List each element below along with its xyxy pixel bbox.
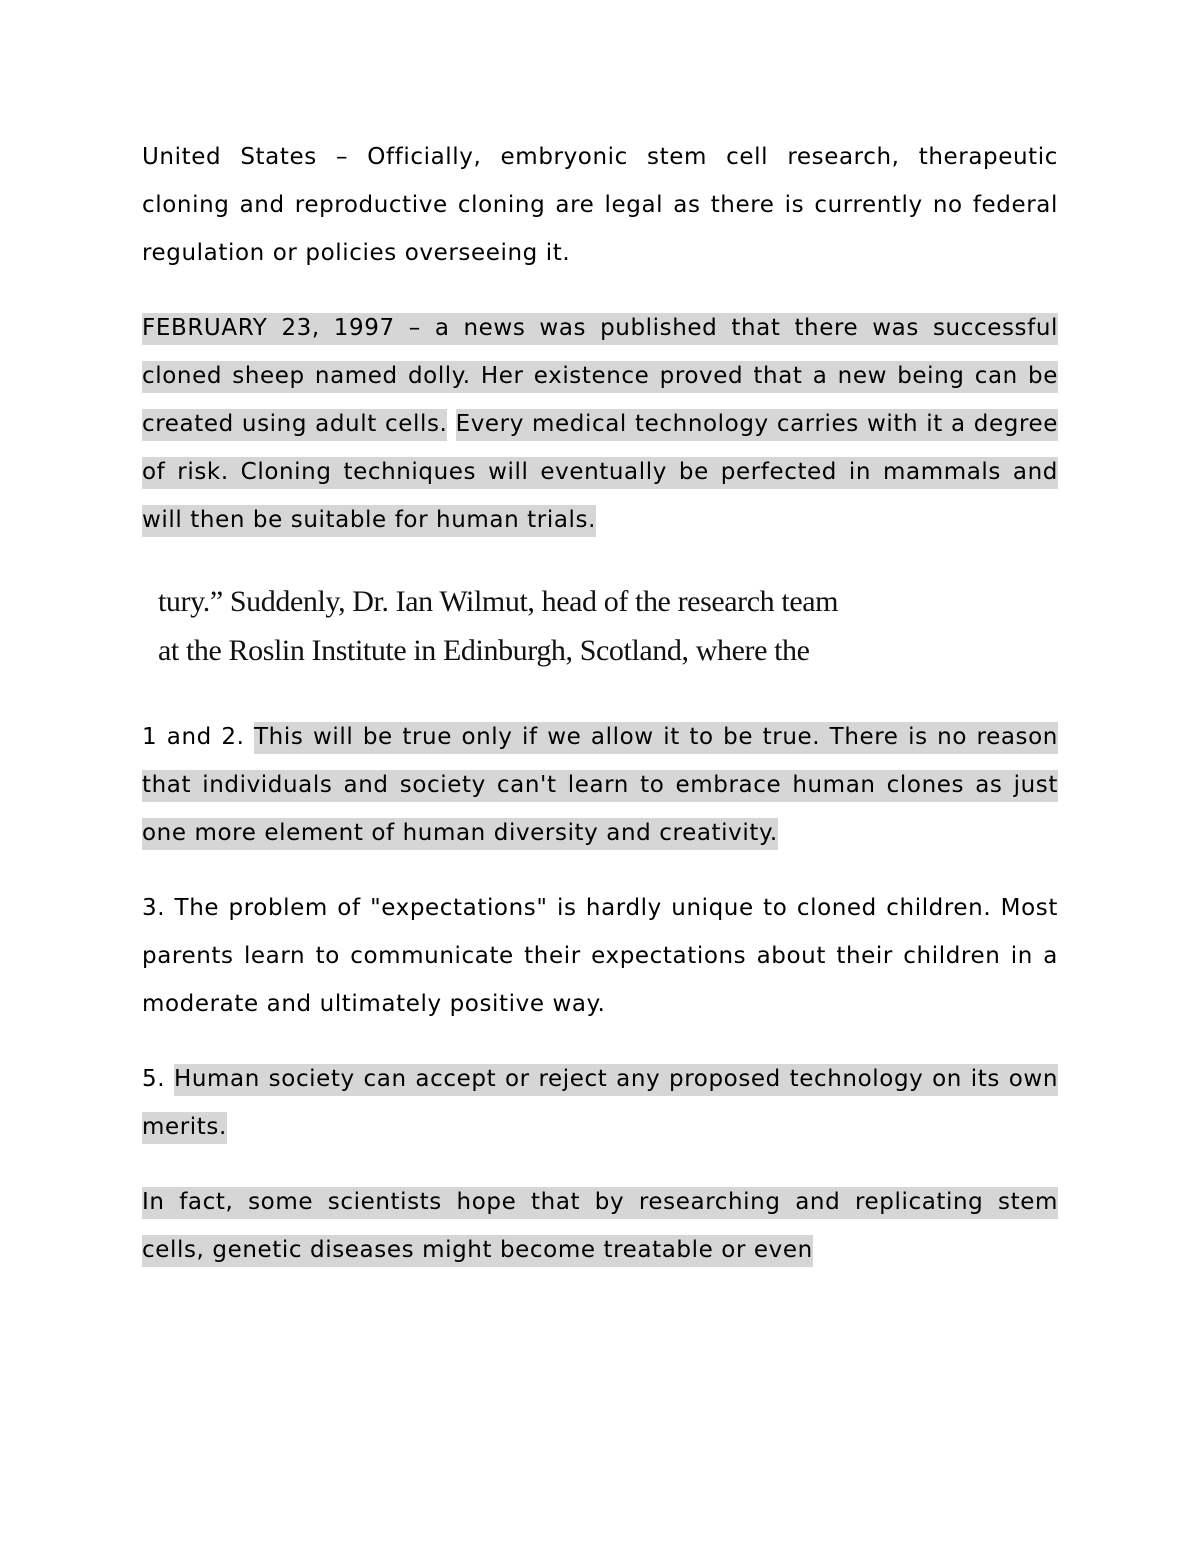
scanned-excerpt-line: tury.” Suddenly, Dr. Ian Wilmut, head of the research team — [158, 585, 839, 618]
highlighted-text-stem-cells: In fact, some scientists hope that by researching and replicating stem cells, genetic diseases might become treatable or even — [142, 1187, 1058, 1267]
paragraph-dolly-sheep — [142, 304, 1058, 544]
scanned-excerpt-line: at the Roslin Institute in Edinburgh, Scotland, where the — [158, 634, 810, 667]
paragraph-prefix: 5. — [142, 1066, 166, 1092]
paragraph-prefix: 1 and 2. — [142, 724, 245, 750]
paragraph-point-3 — [142, 884, 1058, 1028]
paragraph-text: 3. The problem of "expectations" is hardly unique to cloned children. Most parents learn to communicate their expectations about their children in a moderate and ultimately positive way. — [142, 895, 1058, 1017]
highlighted-text-risk: Every medical technology carries with it a degree of risk. Cloning techniques will eventually be perfected in mammals and will then be suitable for human trials. — [142, 409, 1058, 537]
highlighted-text-society-accept: Human society can accept or reject any proposed technology on its own merits. — [142, 1064, 1058, 1144]
document-page — [142, 133, 1058, 1301]
paragraph-point-5 — [142, 1055, 1058, 1151]
highlighted-text-dolly: FEBRUARY 23, 1997 – a news was published that there was successful cloned sheep named dolly. Her existence proved that a new being can be created using adult cells. — [142, 313, 1058, 441]
paragraph-stem-cells — [142, 1178, 1058, 1274]
highlighted-text-embrace-clones: This will be true only if we allow it to be true. There is no reason that individuals and society can't learn to embrace human clones as just one more element of human diversity and creativity. — [142, 722, 1058, 850]
paragraph-text: United States – Officially, embryonic stem cell research, therapeutic cloning and reproductive cloning are legal as there is currently no federal regulation or policies overseeing it. — [142, 144, 1058, 266]
scanned-book-excerpt-image — [158, 571, 958, 685]
paragraph-points-1-2 — [142, 713, 1058, 857]
paragraph-us-legal-status — [142, 133, 1058, 277]
